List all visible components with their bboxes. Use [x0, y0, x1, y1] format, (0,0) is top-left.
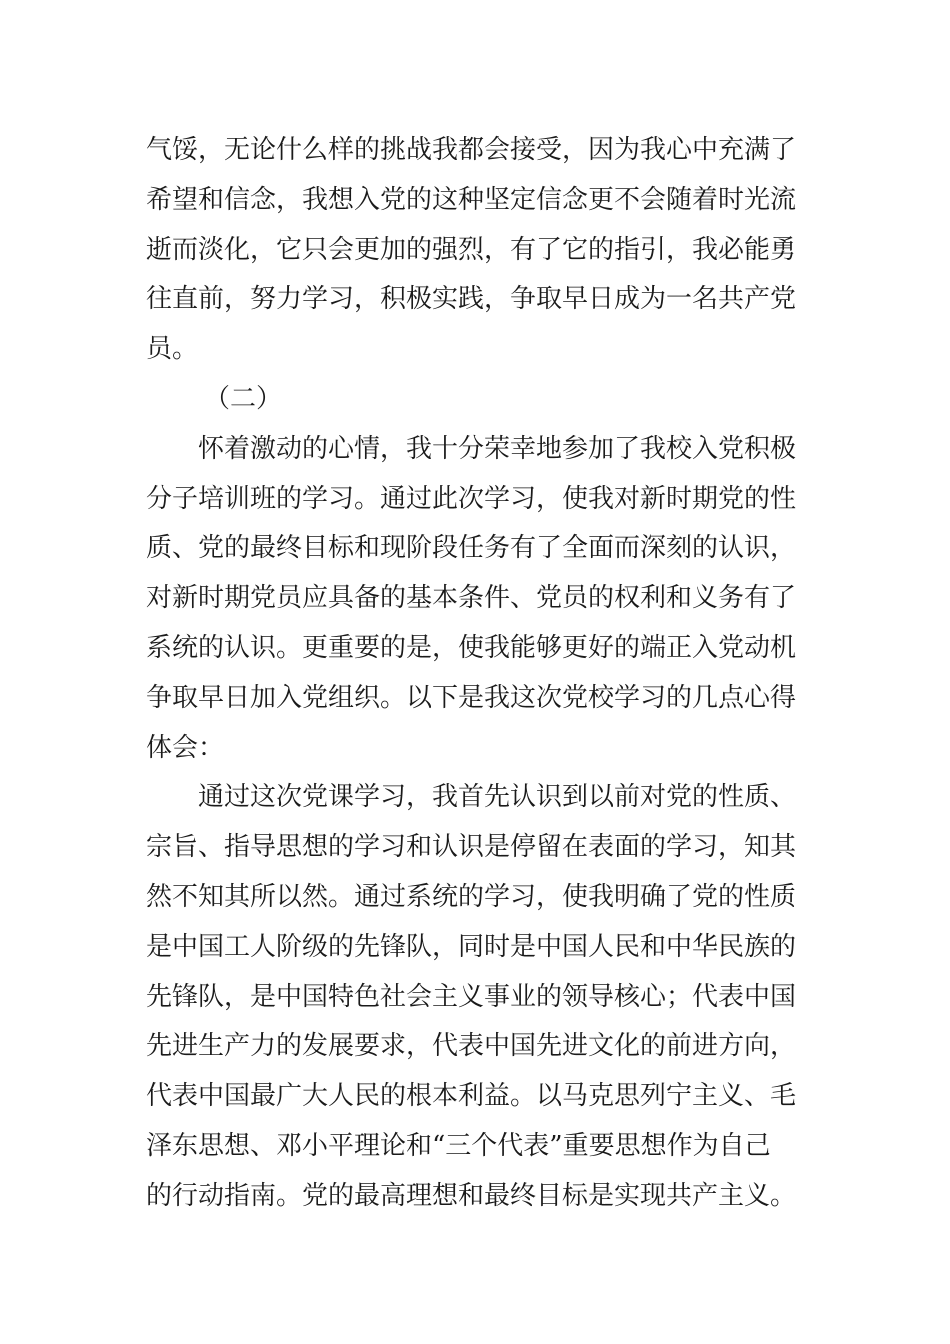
text-line: 争取早日加入党组织。以下是我这次党校学习的几点心得 — [146, 682, 797, 713]
text-line: 先进生产力的发展要求，代表中国先进文化的前进方向， — [146, 1031, 797, 1062]
text-line: 泽东思想、邓小平理论和“三个代表”重要思想作为自己 — [146, 1130, 771, 1161]
text-line: 系统的认识。更重要的是，使我能够更好的端正入党动机 — [146, 632, 797, 663]
text-line: 分子培训班的学习。通过此次学习，使我对新时期党的性 — [146, 483, 797, 514]
text-line: 宗旨、指导思想的学习和认识是停留在表面的学习，知其 — [146, 832, 797, 863]
text-line: 怀着激动的心情，我十分荣幸地参加了我校入党积极 — [198, 433, 797, 464]
text-line: 员。 — [146, 334, 199, 365]
text-line: 代表中国最广大人民的根本利益。以马克思列宁主义、毛 — [146, 1081, 797, 1112]
text-line: 希望和信念，我想入党的这种坚定信念更不会随着时光流 — [146, 184, 797, 215]
document-body — [146, 126, 826, 1222]
text-line: 质、党的最终目标和现阶段任务有了全面而深刻的认识， — [146, 533, 797, 564]
text-line: 体会： — [146, 732, 225, 763]
text-line: 通过这次党课学习，我首先认识到以前对党的性质、 — [198, 782, 797, 813]
text-line: 是中国工人阶级的先锋队，同时是中国人民和中华民族的 — [146, 931, 797, 962]
text-line: 然不知其所以然。通过系统的学习，使我明确了党的性质 — [146, 881, 797, 912]
text-line: 逝而淡化，它只会更加的强烈，有了它的指引，我必能勇 — [146, 234, 797, 265]
text-line: 气馁，无论什么样的挑战我都会接受，因为我心中充满了 — [146, 135, 797, 165]
text-line: 的行动指南。党的最高理想和最终目标是实现共产主义。 — [146, 1180, 797, 1211]
text-line: 往直前，努力学习，积极实践，争取早日成为一名共产党 — [146, 284, 797, 315]
section-heading: （二） — [204, 383, 283, 414]
text-line: 先锋队，是中国特色社会主义事业的领导核心；代表中国 — [146, 981, 797, 1012]
text-line: 对新时期党员应具备的基本条件、党员的权利和义务有了 — [146, 583, 797, 614]
